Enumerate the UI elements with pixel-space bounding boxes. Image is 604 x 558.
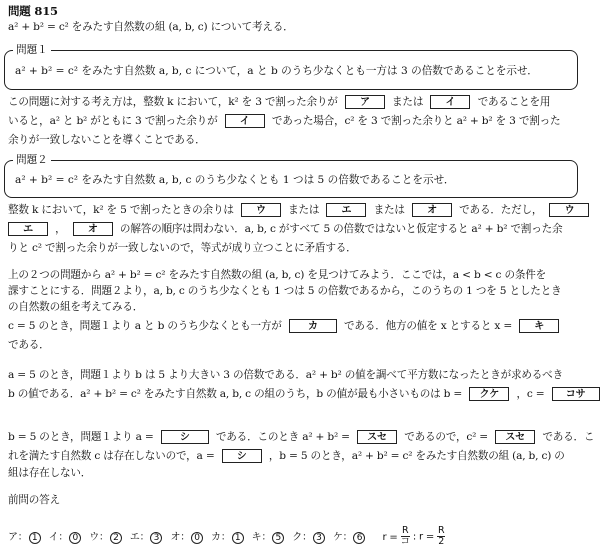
- text: いると，a² と b² がともに 3 で割った余りが: [8, 115, 218, 127]
- para3-line1: 上の２つの問題から a² + b² = c² をみたす自然数の組 (a, b, c) を見つけてみよう．ここでは，a < b < c の条件を: [8, 269, 547, 281]
- text: であることを用: [477, 96, 551, 108]
- problem2-box: [4, 154, 578, 198]
- prev-answer-item: [292, 532, 326, 543]
- prev-answer-label: イ：: [48, 531, 69, 543]
- text: である．ただし，: [459, 204, 543, 216]
- answer-box-o-2: オ: [73, 222, 113, 236]
- para5-line1: [8, 430, 594, 444]
- prev-answer-item: [130, 532, 164, 543]
- answer-box-kose: コサ: [552, 387, 600, 401]
- prev-answer-label: オ：: [170, 531, 191, 543]
- text: であった場合，c² を 3 で割った余りと a² + b² を 3 で割った: [271, 115, 561, 127]
- prev-answer-label: ケ：: [332, 531, 353, 543]
- prev-answer-item: [333, 532, 367, 543]
- answer-box-a: ア: [345, 95, 385, 109]
- problem1-tag: 問題１: [13, 43, 51, 57]
- prev-answer-item: [211, 532, 245, 543]
- answer-box-shi: シ: [161, 430, 209, 444]
- prev-answer-label: ウ：: [89, 531, 109, 543]
- text: である．こ: [542, 431, 595, 443]
- text: の解答の順序は問わない．a, b, c がすべて 5 の倍数ではないと仮定すると a² + b² で割った余: [119, 223, 563, 235]
- text: c = 5 のとき，問題１より a と b のうち少なくとも一方が: [8, 320, 282, 332]
- prev-answers-header: 前問の答え: [8, 494, 60, 506]
- prev-answer-value: 2: [110, 532, 122, 544]
- formula-num2: R: [438, 525, 445, 536]
- problem1-box: [4, 44, 578, 90]
- answer-box-e: エ: [326, 203, 366, 217]
- prev-answer-label: キ：: [251, 531, 272, 543]
- prev-answer-value: 5: [272, 532, 284, 544]
- text: ，b = 5 のとき，a² + b² = c² をみたす自然数の組 (a, b, c) の: [268, 450, 565, 462]
- formula-den1: コ: [400, 536, 410, 547]
- text: b = 5 のとき，問題１より a =: [8, 431, 154, 443]
- text: ，: [55, 223, 66, 235]
- prev-answer-value: 3: [150, 532, 162, 544]
- prev-answer-list: [8, 532, 373, 543]
- answer-box-u-2: ウ: [549, 203, 589, 217]
- p2-explain-line3: りと c² で割った余りが一致しないので，等式が成り立つことに矛盾する．: [8, 242, 357, 254]
- text: この問題に対する考え方は，整数 k において，k² を 3 で割った余りが: [8, 96, 338, 108]
- formula-sep: : r =: [412, 531, 435, 543]
- para3-line5: である．: [8, 339, 50, 351]
- formula-r1: r =: [382, 531, 398, 543]
- text: れを満たす自然数 c は存在しないので，a =: [8, 450, 215, 462]
- answer-box-suse: スセ: [357, 430, 397, 444]
- answer-box-i: イ: [430, 95, 470, 109]
- text: 整数 k において，k² を 5 で割ったときの余りは: [8, 204, 234, 216]
- prev-answer-label: ク：: [292, 531, 312, 543]
- answer-box-suse-2: スセ: [495, 430, 535, 444]
- prev-answer-value: 6: [353, 532, 365, 544]
- text: ，c =: [516, 388, 545, 400]
- prev-answer-value: 0: [191, 532, 203, 544]
- prev-answer-item: [252, 532, 286, 543]
- problem-title: 問題 815: [8, 4, 58, 18]
- answer-box-e-2: エ: [8, 222, 48, 236]
- answer-box-o: オ: [412, 203, 452, 217]
- para3-line2: 課すことにする．問題２より，a, b, c のうち少なくとも 1 つは 5 の倍数であるから，このうちの 1 つを 5 としたとき: [8, 285, 562, 297]
- para3-line4: [8, 319, 563, 333]
- formula-frac2: [437, 526, 445, 547]
- prev-answer-value: 1: [29, 532, 41, 544]
- para5-line3: 組は存在しない．: [8, 467, 92, 479]
- prev-answers-row: [8, 526, 445, 547]
- answer-box-ki: キ: [519, 319, 559, 333]
- prev-answer-label: カ：: [211, 531, 231, 543]
- prev-answer-label: ア：: [8, 531, 28, 543]
- prev-answer-value: 1: [232, 532, 244, 544]
- intro-text: a² + b² = c² をみたす自然数の組 (a, b, c) について考える．: [8, 21, 294, 33]
- text: である．このとき a² + b² =: [215, 431, 350, 443]
- p1-explain-line2: [8, 114, 560, 128]
- p1-explain-line3: 余りが一致しないことを導くことである．: [8, 134, 206, 146]
- text: であるので，c² =: [404, 431, 488, 443]
- formula-frac1: [401, 526, 410, 547]
- answer-box-shi-2: シ: [222, 449, 262, 463]
- problem2-text: a² + b² = c² をみたす自然数 a, b, c のうち少なくとも 1 つは 5 の倍数であることを示せ．: [15, 174, 455, 186]
- formula-num1: R: [401, 525, 409, 536]
- prev-answer-value: 3: [313, 532, 325, 544]
- prev-answer-item: [89, 532, 123, 543]
- text: である．他方の値を x とすると x =: [344, 320, 513, 332]
- prev-answer-item: [170, 532, 204, 543]
- answer-box-kuke: クケ: [469, 387, 509, 401]
- prev-answer-item: [49, 532, 83, 543]
- p2-explain-line1: [8, 203, 593, 217]
- text: b の値である．a² + b² = c² をみたす自然数 a, b, c の組のうち，b の値が最も小さいものは b =: [8, 388, 463, 400]
- formula-den2: 2: [438, 536, 445, 547]
- problem2-tag: 問題２: [13, 153, 51, 167]
- problem1-text: a² + b² = c² をみたす自然数 a, b, c について，a と b のうち少なくとも一方は 3 の倍数であることを示せ．: [15, 65, 538, 77]
- answer-box-u: ウ: [241, 203, 281, 217]
- para4-line1: a = 5 のとき，問題１より b は 5 より大きい 3 の倍数である．a² + b² の値を調べて平方数になったときが求めるべき: [8, 369, 563, 381]
- answer-box-i-2: イ: [225, 114, 265, 128]
- para3-line3: の自然数の組を考えてみる．: [8, 301, 144, 313]
- prev-answer-label: エ：: [129, 531, 150, 543]
- answer-box-ka: カ: [289, 319, 337, 333]
- p2-explain-line2: [8, 222, 562, 236]
- p1-explain-line1: [8, 95, 550, 109]
- text: または: [288, 204, 320, 216]
- prev-answer-value: 0: [69, 532, 81, 544]
- text: または: [373, 204, 405, 216]
- para4-line2: [8, 387, 604, 401]
- text: または: [392, 96, 424, 108]
- para5-line2: [8, 449, 565, 463]
- prev-answer-item: [8, 532, 42, 543]
